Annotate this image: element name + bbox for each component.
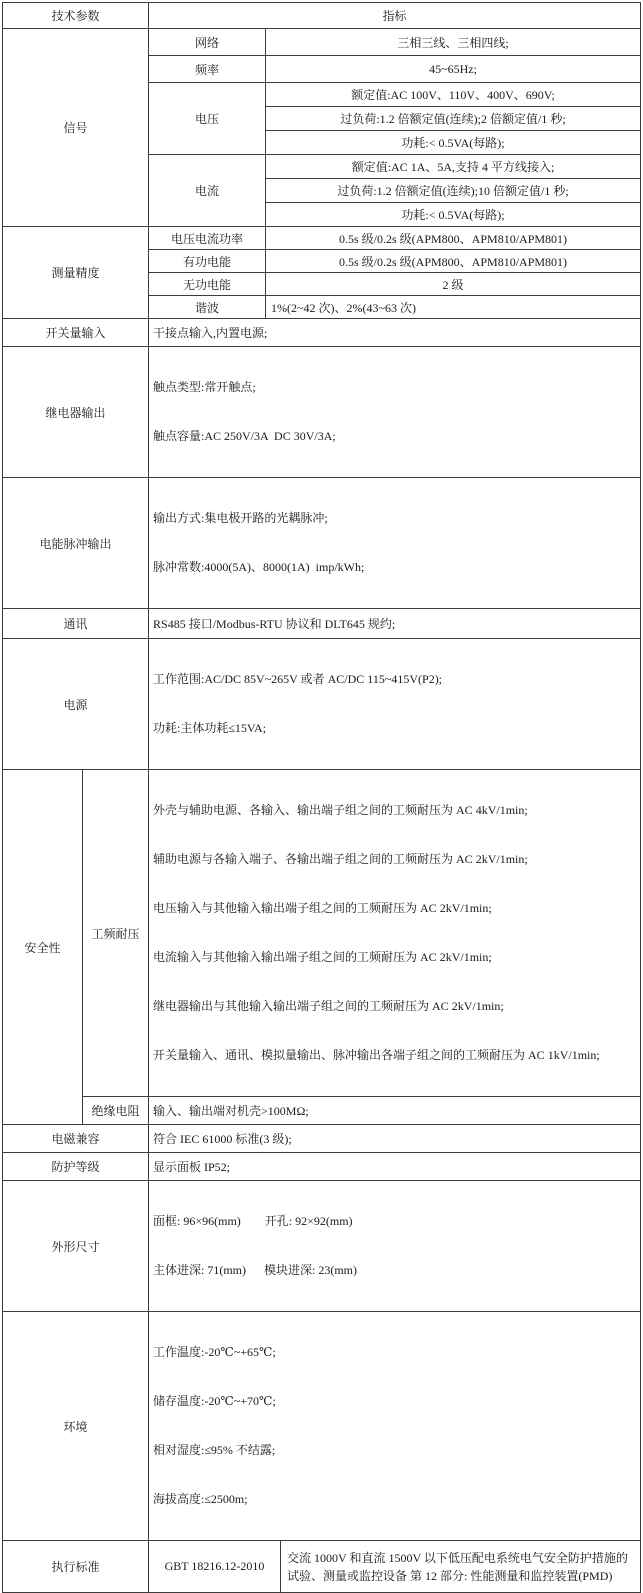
label-dimensions: 外形尺寸 — [3, 1181, 149, 1312]
label-protection: 防护等级 — [3, 1153, 149, 1181]
label-switch-input: 开关量输入 — [3, 319, 149, 347]
spec-sheet-page — [0, 2, 643, 1583]
value-reactive-energy: 2 级 — [266, 273, 641, 296]
dimensions-line-frame: 面框: 96×96(mm) 开孔: 92×92(mm) — [153, 1214, 353, 1228]
withstand-line-2: 辅助电源与各输入端子、各输出端子组之间的工频耐压为 AC 2kV/1min; — [153, 852, 528, 866]
value-current-power: 功耗:< 0.5VA(每路); — [266, 203, 641, 227]
label-communication: 通讯 — [3, 609, 149, 639]
env-line-altitude: 海拔高度:≤2500m; — [153, 1492, 248, 1506]
value-relay-output — [149, 347, 641, 478]
row-power-supply — [3, 639, 641, 770]
section-label-signal: 信号 — [3, 29, 149, 227]
value-dimensions — [149, 1181, 641, 1312]
row-pulse-output — [3, 478, 641, 609]
withstand-line-6: 开关量输入、通讯、模拟量输出、脉冲输出各端子组之间的工频耐压为 AC 1kV/1min; — [153, 1048, 600, 1062]
dimensions-line-depth: 主体进深: 71(mm) 模块进深: 23(mm) — [153, 1263, 358, 1277]
row-network — [3, 29, 641, 56]
pulse-line-constant: 脉冲常数:4000(5A)、8000(1A) imp/kWh; — [153, 560, 365, 574]
value-network: 三相三线、三相四线; — [266, 29, 641, 56]
power-line-range: 工作范围:AC/DC 85V~265V 或者 AC/DC 115~415V(P2); — [153, 672, 443, 686]
value-communication: RS485 接口/Modbus-RTU 协议和 DLT645 规约; — [149, 609, 641, 639]
value-frequency: 45~65Hz; — [266, 56, 641, 83]
sub-label-current: 电流 — [149, 155, 266, 227]
sub-label-reactive-energy: 无功电能 — [149, 273, 266, 296]
label-relay-output: 继电器输出 — [3, 347, 149, 478]
power-line-consumption: 功耗:主体功耗≤15VA; — [153, 721, 267, 735]
label-emc: 电磁兼容 — [3, 1125, 149, 1153]
value-power-supply — [149, 639, 641, 770]
env-line-storage-temp: 储存温度:-20℃~+70℃; — [153, 1394, 276, 1408]
label-power-supply: 电源 — [3, 639, 149, 770]
row-environment — [3, 1312, 641, 1541]
env-line-humidity: 相对湿度:≤95% 不结露; — [153, 1443, 276, 1457]
value-standard-code: GBT 18216.12-2010 — [149, 1541, 281, 1593]
spec-table — [2, 2, 641, 1593]
row-insulation — [3, 1097, 641, 1125]
label-pulse-output: 电能脉冲输出 — [3, 478, 149, 609]
row-communication — [3, 609, 641, 639]
sub-label-withstand: 工频耐压 — [83, 770, 149, 1097]
withstand-line-4: 电流输入与其他输入输出端子组之间的工频耐压为 AC 2kV/1min; — [153, 950, 492, 964]
section-label-safety: 安全性 — [3, 770, 83, 1125]
row-accuracy-power — [3, 227, 641, 250]
value-vip-power: 0.5s 级/0.2s 级(APM800、APM810/APM801) — [266, 227, 641, 250]
sub-label-insulation: 绝缘电阻 — [83, 1097, 149, 1125]
row-switch-input — [3, 319, 641, 347]
header-param: 技术参数 — [3, 3, 149, 29]
value-current-rated: 额定值:AC 1A、5A,支持 4 平方线接入; — [266, 155, 641, 179]
value-environment — [149, 1312, 641, 1541]
value-voltage-overload: 过负荷:1.2 倍额定值(连续);2 倍额定值/1 秒; — [266, 107, 641, 131]
row-emc — [3, 1125, 641, 1153]
value-insulation: 输入、输出端对机壳>100MΩ; — [149, 1097, 641, 1125]
withstand-line-3: 电压输入与其他输入输出端子组之间的工频耐压为 AC 2kV/1min; — [153, 901, 492, 915]
value-harmonics: 1%(2~42 次)、2%(43~63 次) — [266, 296, 641, 319]
sub-label-network: 网络 — [149, 29, 266, 56]
value-voltage-rated: 额定值:AC 100V、110V、400V、690V; — [266, 83, 641, 107]
value-active-energy: 0.5s 级/0.2s 级(APM800、APM810/APM801) — [266, 250, 641, 273]
row-withstand-voltage — [3, 770, 641, 1097]
value-protection: 显示面板 IP52; — [149, 1153, 641, 1181]
withstand-line-5: 继电器输出与其他输入输出端子组之间的工频耐压为 AC 2kV/1min; — [153, 999, 504, 1013]
row-standard — [3, 1541, 641, 1593]
label-standard: 执行标准 — [3, 1541, 149, 1593]
value-withstand — [149, 770, 641, 1097]
sub-label-frequency: 频率 — [149, 56, 266, 83]
value-emc: 符合 IEC 61000 标准(3 级); — [149, 1125, 641, 1153]
withstand-line-1: 外壳与辅助电源、各输入、输出端子组之间的工频耐压为 AC 4kV/1min; — [153, 803, 528, 817]
value-current-overload: 过负荷:1.2 倍额定值(连续);10 倍额定值/1 秒; — [266, 179, 641, 203]
header-row — [3, 3, 641, 29]
row-relay-output — [3, 347, 641, 478]
sub-label-harmonics: 谐波 — [149, 296, 266, 319]
label-environment: 环境 — [3, 1312, 149, 1541]
pulse-line-mode: 输出方式:集电极开路的光耦脉冲; — [153, 511, 328, 525]
row-dimensions — [3, 1181, 641, 1312]
relay-line-type: 触点类型:常开触点; — [153, 380, 256, 394]
value-switch-input: 干接点输入,内置电源; — [149, 319, 641, 347]
sub-label-active-energy: 有功电能 — [149, 250, 266, 273]
value-voltage-power: 功耗:< 0.5VA(每路); — [266, 131, 641, 155]
sub-label-voltage: 电压 — [149, 83, 266, 155]
section-label-accuracy: 测量精度 — [3, 227, 149, 319]
sub-label-vip-power: 电压电流功率 — [149, 227, 266, 250]
value-standard-desc: 交流 1000V 和直流 1500V 以下低压配电系统电气安全防护措施的试验、测量或监控设备 第 12 部分: 性能测量和监控装置(PMD) — [281, 1541, 641, 1593]
header-indicator: 指标 — [149, 3, 641, 29]
relay-line-capacity: 触点容量:AC 250V/3A DC 30V/3A; — [153, 429, 336, 443]
env-line-operating-temp: 工作温度:-20℃~+65℃; — [153, 1345, 276, 1359]
value-pulse-output — [149, 478, 641, 609]
row-protection — [3, 1153, 641, 1181]
